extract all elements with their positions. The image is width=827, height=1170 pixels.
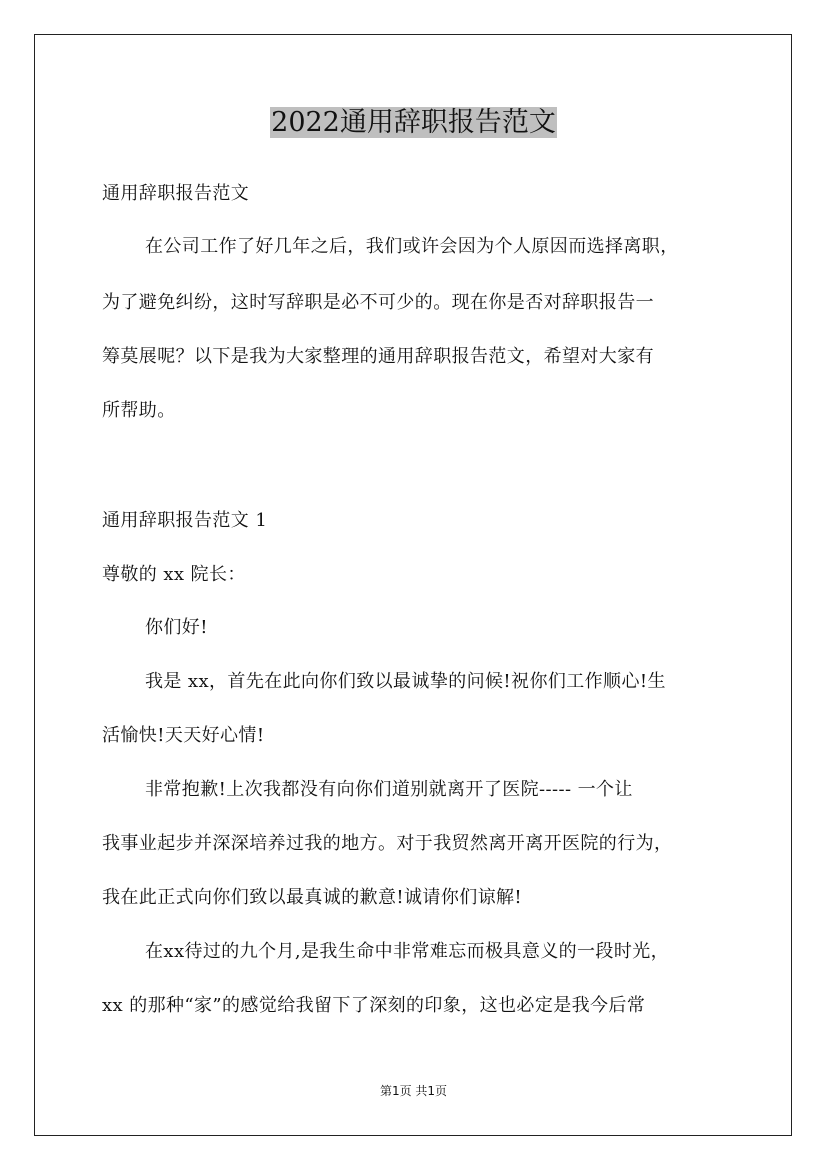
salutation: 尊敬的 xx 院长： (102, 564, 246, 585)
section-heading: 通用辞职报告范文 1 (102, 510, 268, 531)
body-line-2: 活愉快!天天好心情! (102, 725, 265, 746)
document-title: 2022通用辞职报告范文 (271, 107, 556, 138)
intro-line-1: 在公司工作了好几年之后，我们或许会因为个人原因而选择离职， (145, 236, 679, 257)
body-line-7: xx 的那种“家”的感觉给我留下了深刻的印象，这也必定是我今后常 (102, 995, 646, 1016)
body-line-4: 我事业起步并深深培养过我的地方。对于我贸然离开离开医院的行为， (102, 833, 673, 854)
page-footer: 第1页 共1页 (379, 1084, 448, 1098)
greeting: 你们好! (145, 617, 208, 638)
body-line-1: 我是 xx，首先在此向你们致以最诚挚的问候!祝你们工作顺心!生 (145, 671, 666, 692)
body-line-3: 非常抱歉!上次我都没有向你们道别就离开了医院----- 一个让 (145, 779, 633, 800)
intro-line-3: 筹莫展呢？以下是我为大家整理的通用辞职报告范文，希望对大家有 (102, 346, 654, 367)
intro-line-2: 为了避免纠纷，这时写辞职是必不可少的。现在你是否对辞职报告一 (102, 292, 654, 313)
body-line-6: 在xx待过的九个月,是我生命中非常难忘而极具意义的一段时光， (145, 941, 670, 962)
body-line-5: 我在此正式向你们致以最真诚的歉意!诚请你们谅解! (102, 887, 523, 908)
subtitle: 通用辞职报告范文 (102, 183, 250, 204)
intro-line-4: 所帮助。 (102, 400, 176, 421)
